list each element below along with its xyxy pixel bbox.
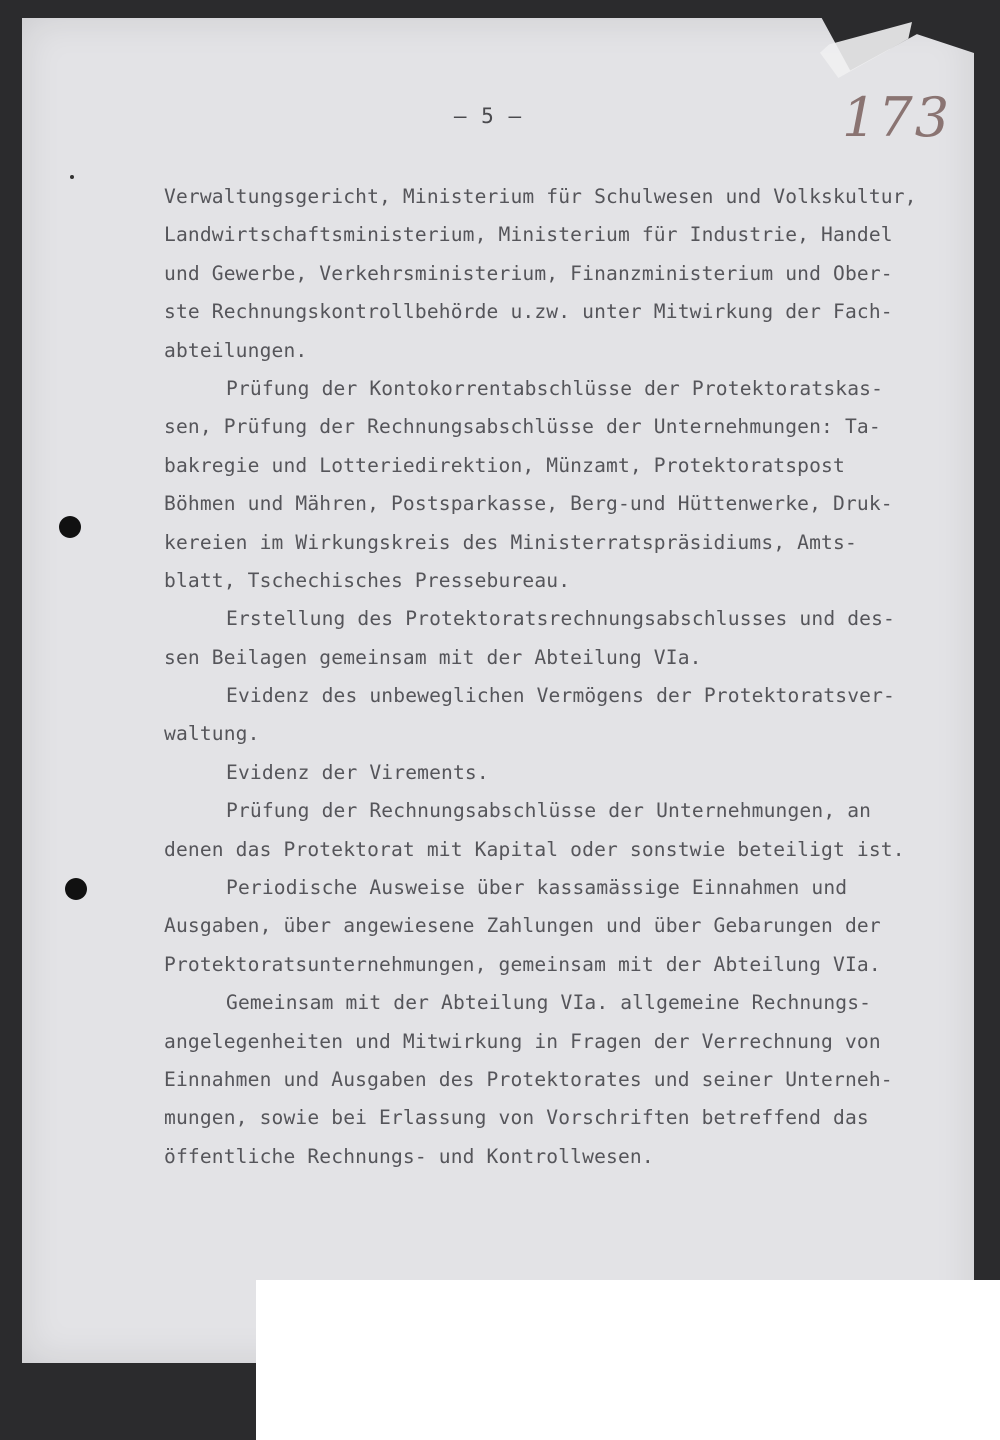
page-number: – 5 –	[453, 104, 523, 128]
text-line: kereien im Wirkungskreis des Ministerratspräsidiums, Amts-	[164, 530, 857, 554]
text-line: Verwaltungsgericht, Ministerium für Schulwesen und Volkskultur,	[164, 185, 917, 208]
text-line: Protektoratsunternehmungen, gemeinsam mit der Abteilung VIa.	[164, 952, 881, 976]
text-line: waltung.	[164, 722, 260, 746]
ink-dot	[70, 175, 74, 179]
text-line: sen Beilagen gemeinsam mit der Abteilung VIa.	[164, 645, 702, 669]
text-line: bakregie und Lotteriedirektion, Münzamt, Protektoratspost	[164, 453, 845, 477]
typewritten-body	[164, 178, 954, 1176]
text-line: mungen, sowie bei Erlassung von Vorschriften betreffend das	[164, 1106, 869, 1130]
punch-hole-bottom	[65, 878, 87, 900]
text-line: abteilungen.	[164, 338, 308, 362]
text-line: Böhmen und Mähren, Postsparkasse, Berg-und Hüttenwerke, Druk-	[164, 492, 893, 516]
handwritten-folio-number	[838, 84, 948, 150]
text-line: und Gewerbe, Verkehrsministerium, Finanzministerium und Ober-	[164, 261, 893, 285]
paragraph-start-line: Evidenz des unbeweglichen Vermögens der Protektoratsver-	[226, 684, 895, 708]
text-line: Landwirtschaftsministerium, Ministerium für Industrie, Handel	[164, 223, 893, 247]
white-cover-block	[256, 1280, 1000, 1440]
paragraph-start-line: Erstellung des Protektoratsrechnungsabschlusses und des-	[226, 607, 895, 631]
paragraph-start-line: Prüfung der Rechnungsabschlüsse der Unternehmungen, an	[226, 799, 872, 823]
text-line: ste Rechnungskontrollbehörde u.zw. unter Mitwirkung der Fach-	[164, 300, 893, 324]
text-line: Einnahmen und Ausgaben des Protektorates und seiner Unterneh-	[164, 1067, 893, 1091]
text-line: angelegenheiten und Mitwirkung in Fragen der Verrechnung von	[164, 1029, 881, 1053]
text-line: blatt, Tschechisches Pressebureau.	[164, 568, 571, 592]
paragraph-start-line: Periodische Ausweise über kassamässige Einnahmen und	[226, 876, 848, 900]
text-line: Ausgaben, über angewiesene Zahlungen und über Gebarungen der	[164, 914, 881, 938]
paragraph-start-line: Evidenz der Virements.	[226, 760, 489, 784]
paragraph-start-line: Gemeinsam mit der Abteilung VIa. allgemeine Rechnungs-	[226, 991, 872, 1015]
text-line: denen das Protektorat mit Kapital oder sonstwie beteiligt ist.	[164, 837, 905, 861]
punch-hole-top	[59, 516, 81, 538]
paragraph-start-line: Prüfung der Kontokorrentabschlüsse der Protektoratskas-	[226, 376, 884, 400]
svg-text:173: 173	[842, 86, 948, 149]
text-line: öffentliche Rechnungs- und Kontrollwesen.	[164, 1144, 654, 1168]
text-line: sen, Prüfung der Rechnungsabschlüsse der Unternehmungen: Ta-	[164, 415, 881, 439]
